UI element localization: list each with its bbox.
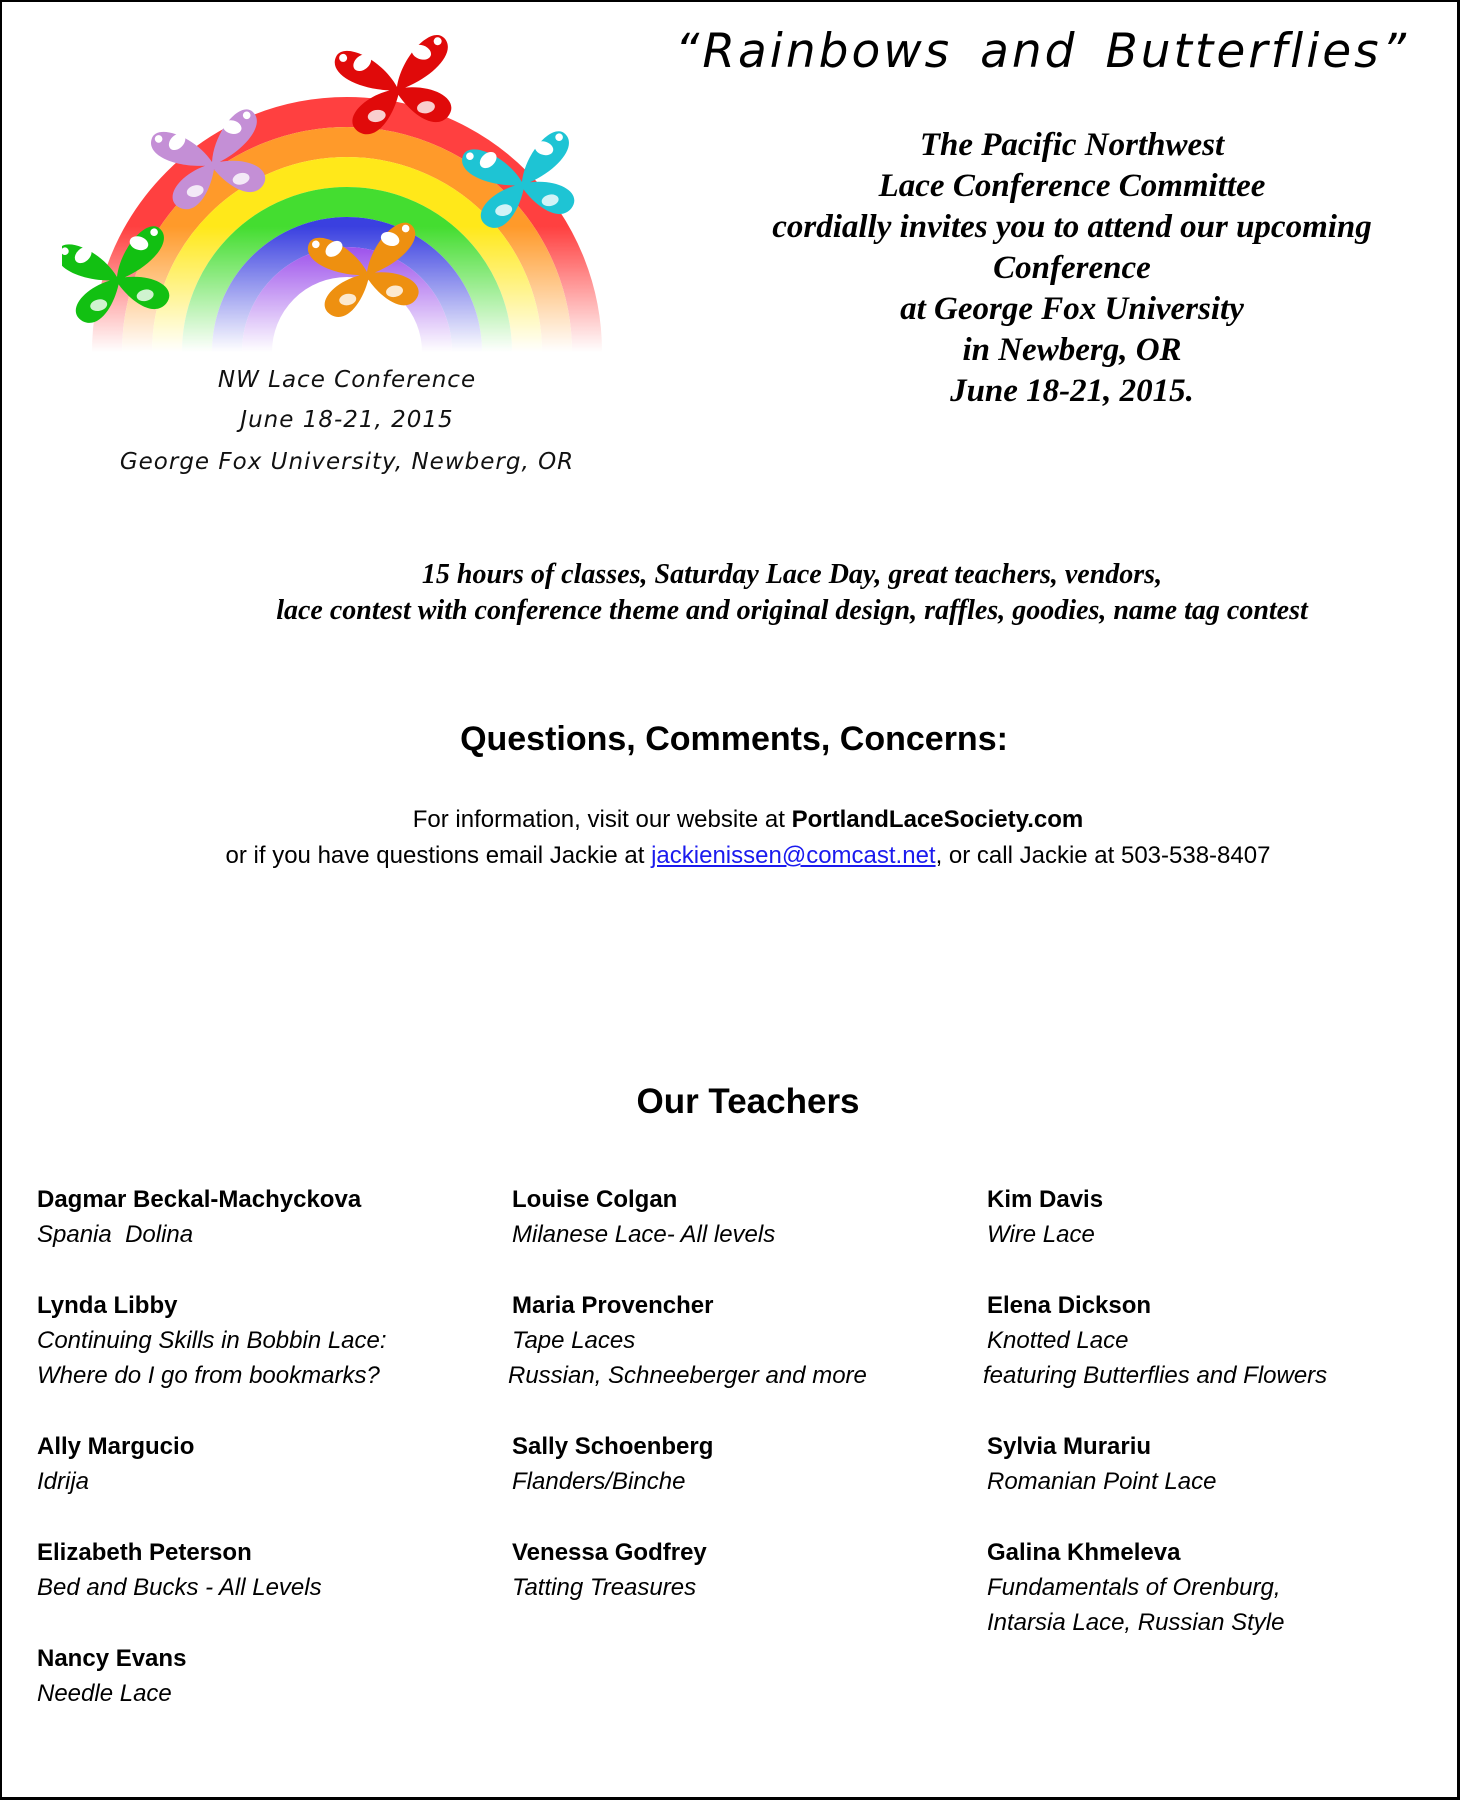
teacher-class: Flanders/Binche	[512, 1468, 686, 1495]
invitation-line: at George Fox University	[900, 291, 1244, 327]
teacher-class: Where do I go from bookmarks?	[37, 1362, 380, 1389]
logo-caption-location: George Fox University, Newberg, OR	[119, 449, 575, 475]
teacher-class: Russian, Schneeberger and more	[508, 1362, 867, 1389]
teacher-class: Knotted Lace	[987, 1327, 1129, 1354]
website-line	[2, 802, 1464, 838]
teacher-class: Fundamentals of Orenburg,	[987, 1574, 1281, 1601]
features-text	[192, 557, 1392, 629]
teacher-entry	[37, 1641, 477, 1711]
invitation-line: in Newberg, OR	[962, 332, 1182, 368]
rainbow-butterflies-logo	[62, 22, 632, 352]
teacher-class: featuring Butterflies and Flowers	[983, 1362, 1328, 1389]
teachers-heading: Our Teachers	[636, 1082, 860, 1121]
logo-caption-title: NW Lace Conference	[217, 367, 477, 393]
teacher-name: Elizabeth Peterson	[37, 1539, 252, 1566]
teacher-entry	[37, 1288, 477, 1393]
teacher-entry	[987, 1535, 1427, 1640]
phone-text: , or call Jackie at 503-538-8407	[935, 842, 1271, 869]
teacher-entry	[512, 1429, 952, 1499]
teacher-name: Louise Colgan	[512, 1186, 678, 1213]
teacher-name: Venessa Godfrey	[512, 1539, 707, 1566]
teacher-name: Elena Dickson	[987, 1292, 1152, 1319]
teachers-column-1	[37, 1182, 477, 1747]
teacher-class: Continuing Skills in Bobbin Lace:	[37, 1327, 387, 1354]
invitation-line: The Pacific Northwest	[919, 127, 1225, 163]
teacher-name: Lynda Libby	[37, 1292, 178, 1319]
invitation-text	[732, 125, 1412, 412]
features-line: lace contest with conference theme and original design, raffles, goodies, name tag contest	[276, 595, 1308, 626]
teacher-name: Nancy Evans	[37, 1645, 187, 1672]
email-link[interactable]: jackienissen@comcast.net	[651, 842, 936, 869]
teacher-entry	[37, 1182, 477, 1252]
teacher-entry	[512, 1182, 952, 1252]
teachers-column-2	[508, 1182, 952, 1641]
questions-heading: Questions, Comments, Concerns:	[460, 720, 1008, 758]
teacher-class: Bed and Bucks - All Levels	[37, 1574, 322, 1601]
teacher-class: Tape Laces	[512, 1327, 636, 1354]
teacher-entry	[37, 1535, 477, 1605]
teacher-class: Milanese Lace- All levels	[512, 1221, 776, 1248]
email-line	[2, 838, 1464, 874]
teacher-name: Galina Khmeleva	[987, 1539, 1181, 1566]
teacher-name: Sally Schoenberg	[512, 1433, 714, 1460]
teacher-class: Romanian Point Lace	[987, 1468, 1217, 1495]
teacher-name: Kim Davis	[987, 1186, 1104, 1213]
teacher-class: Intarsia Lace, Russian Style	[987, 1609, 1285, 1636]
invitation-line: June 18-21, 2015.	[950, 373, 1194, 409]
teacher-entry	[508, 1288, 952, 1393]
teacher-name: Dagmar Beckal-Machyckova	[37, 1186, 362, 1213]
teacher-entry	[983, 1288, 1427, 1393]
invitation-line: cordially invites you to attend our upcoming	[772, 209, 1372, 245]
email-prefix: or if you have questions email Jackie at	[225, 842, 652, 869]
logo-caption-date: June 18-21, 2015	[240, 407, 454, 433]
teacher-name: Maria Provencher	[512, 1292, 714, 1319]
teacher-entry	[37, 1429, 477, 1499]
teacher-class: Needle Lace	[37, 1680, 172, 1707]
website-link[interactable]: PortlandLaceSociety.com	[791, 806, 1084, 833]
contact-info	[2, 802, 1464, 874]
teacher-class: Spania Dolina	[37, 1221, 194, 1248]
teacher-name: Sylvia Murariu	[987, 1433, 1152, 1460]
teachers-column-3	[983, 1182, 1427, 1676]
invitation-line: Lace Conference Committee	[878, 168, 1266, 204]
teacher-entry	[987, 1429, 1427, 1499]
teacher-class: Idrija	[37, 1468, 90, 1495]
teacher-entry	[512, 1535, 952, 1605]
teacher-name: Ally Margucio	[37, 1433, 195, 1460]
teacher-class: Tatting Treasures	[512, 1574, 697, 1601]
teacher-class: Wire Lace	[987, 1221, 1095, 1248]
invitation-line: Conference	[993, 250, 1151, 286]
theme-title: “Rainbows and Butterflies”	[674, 24, 1409, 79]
features-line: 15 hours of classes, Saturday Lace Day, great teachers, vendors,	[421, 559, 1163, 590]
website-prefix: For information, visit our website at	[412, 806, 792, 833]
teacher-entry	[987, 1182, 1427, 1252]
